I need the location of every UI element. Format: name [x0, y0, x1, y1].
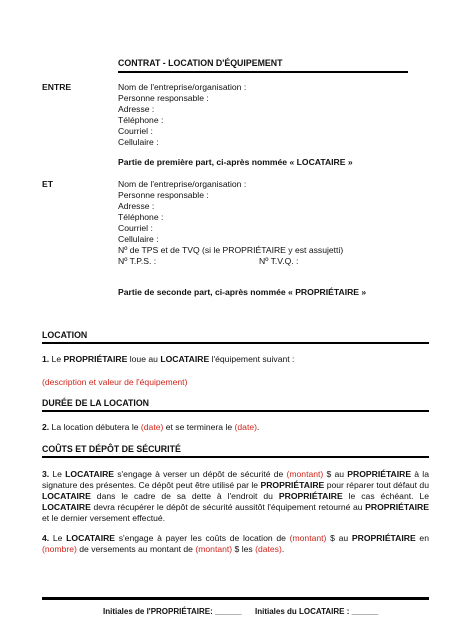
- party2-line: Adresse :: [118, 201, 155, 211]
- clause-text: le cas échéant. Le: [342, 491, 429, 501]
- clause-text: Le: [49, 469, 66, 479]
- clause-text: devra récupérer le dépôt de sécurité aussitôt l'équipement retourné au: [90, 502, 366, 512]
- party1-line: Téléphone :: [118, 115, 164, 125]
- clause-text: en: [415, 533, 429, 543]
- party1-line: Courriel :: [118, 126, 153, 136]
- clause-text: .: [256, 422, 260, 432]
- clause-text: s'engage à verser un dépôt de sécurité de: [114, 469, 287, 479]
- payment-dates-placeholder: (dates): [255, 544, 282, 554]
- party1-designation: Partie de première part, ci-après nommée « LOCATAIRE »: [118, 157, 353, 167]
- party2-line: Cellulaire :: [118, 234, 159, 244]
- clause-text: La location débutera le: [49, 422, 141, 432]
- owner-term: PROPRIÉTAIRE: [260, 480, 325, 490]
- clause-text: l'équipement suivant :: [209, 354, 295, 364]
- tax-numbers-row: [118, 256, 438, 267]
- footer-rule: [42, 597, 429, 600]
- party2-designation: Partie de seconde part, ci-après nommée « PROPRIÉTAIRE »: [118, 287, 367, 297]
- clause-text: dans le cadre de sa dette à l'endroit du: [90, 491, 279, 501]
- tps-label: Nº T.P.S. :: [118, 256, 157, 266]
- party2-line: Nom de l'entreprise/organisation :: [118, 179, 247, 189]
- clause-text: à la signature des présentes. Ce dépôt peut être utilisé par le: [42, 469, 429, 490]
- clause-text: et se terminera le: [163, 422, 235, 432]
- duration-rule: [42, 410, 429, 412]
- party2-block: [118, 179, 438, 267]
- equipment-placeholder: (description et valeur de l'équipement): [42, 377, 188, 387]
- tenant-term: LOCATAIRE: [160, 354, 210, 364]
- party1-label: ENTRE: [42, 82, 72, 92]
- party2-line: Personne responsable :: [118, 190, 209, 200]
- clause-text: s'engage à payer les coûts de location de: [115, 533, 290, 543]
- clause-text: Le: [49, 354, 64, 364]
- party1-line: Adresse :: [118, 104, 155, 114]
- rent-amount-placeholder: (montant): [289, 533, 327, 543]
- clause-number: 2.: [42, 422, 50, 432]
- location-rule: [42, 342, 429, 344]
- party2-label: ET: [42, 179, 53, 189]
- clause-text: et le dernier versement effectué.: [42, 513, 166, 523]
- clause-number: 1.: [42, 354, 50, 364]
- clause-number: 3.: [42, 469, 50, 479]
- tenant-term: LOCATAIRE: [42, 502, 91, 512]
- owner-term: PROPRIÉTAIRE: [63, 354, 128, 364]
- clause-text: loue au: [127, 354, 161, 364]
- clause-text: $ au: [326, 533, 352, 543]
- owner-initials: Initiales de l'PROPRIÉTAIRE: ______: [103, 607, 242, 616]
- clause-number: 4.: [42, 533, 50, 543]
- end-date-placeholder: (date): [234, 422, 257, 432]
- owner-term: PROPRIÉTAIRE: [347, 469, 412, 479]
- document-title: CONTRAT - LOCATION D'ÉQUIPEMENT: [118, 58, 283, 68]
- clause-2: [42, 422, 429, 433]
- title-underline: [118, 71, 408, 73]
- party1-line: Cellulaire :: [118, 137, 159, 147]
- clause-text: $ au: [323, 469, 348, 479]
- clause-text: de versements au montant de: [76, 544, 196, 554]
- installment-count-placeholder: (nombre): [42, 544, 77, 554]
- party1-block: [118, 82, 438, 148]
- costs-heading: COÛTS ET DÉPÔT DE SÉCURITÉ: [42, 444, 181, 454]
- duration-heading: DURÉE DE LA LOCATION: [42, 398, 150, 408]
- party2-line: Courriel :: [118, 223, 153, 233]
- clause-1: [42, 354, 429, 365]
- tenant-term: LOCATAIRE: [66, 533, 116, 543]
- party2-line: Téléphone :: [118, 212, 164, 222]
- tenant-initials: Initiales du LOCATAIRE : ______: [255, 607, 379, 616]
- costs-rule: [42, 456, 429, 458]
- owner-term: PROPRIÉTAIRE: [351, 533, 416, 543]
- party2-line: Nº de TPS et de TVQ (si le PROPRIÉTAIRE y est assujetti): [118, 245, 344, 255]
- party1-line: Nom de l'entreprise/organisation :: [118, 82, 247, 92]
- clause-text: .: [281, 544, 285, 554]
- location-heading: LOCATION: [42, 330, 88, 340]
- tenant-term: LOCATAIRE: [42, 491, 91, 501]
- clause-text: pour réparer tout défaut du: [324, 480, 429, 490]
- installment-amount-placeholder: (montant): [195, 544, 233, 554]
- deposit-amount-placeholder: (montant): [286, 469, 324, 479]
- owner-term: PROPRIÉTAIRE: [365, 502, 429, 512]
- tenant-term: LOCATAIRE: [65, 469, 115, 479]
- clause-text: $ les: [232, 544, 256, 554]
- start-date-placeholder: (date): [140, 422, 164, 432]
- tvq-label: Nº T.V.Q. :: [259, 256, 299, 266]
- clause-4: [42, 533, 429, 555]
- party1-line: Personne responsable :: [118, 93, 209, 103]
- owner-term: PROPRIÉTAIRE: [278, 491, 343, 501]
- clause-3: [42, 469, 429, 524]
- clause-text: Le: [49, 533, 67, 543]
